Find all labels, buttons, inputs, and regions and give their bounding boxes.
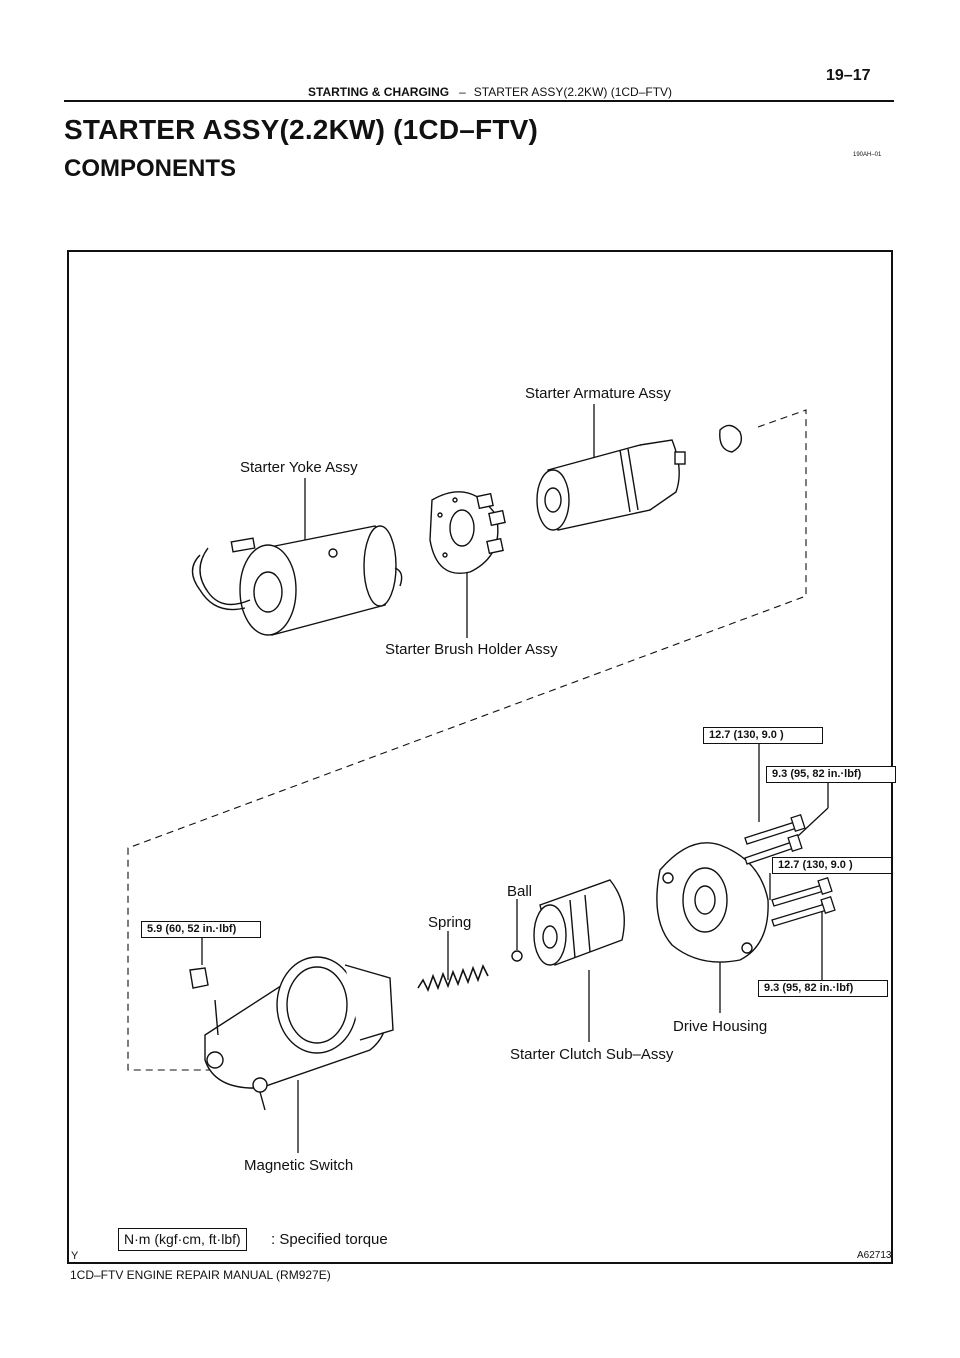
label-drive-housing: Drive Housing [673,1018,768,1035]
header-section: STARTING & CHARGING [308,85,450,99]
corner-mark: Y [71,1250,79,1262]
label-starter-brush-holder-assy: Starter Brush Holder Assy [385,641,558,658]
torque-callout: 5.9 (60, 52 in.·lbf) [141,921,261,938]
page-title: STARTER ASSY(2.2KW) (1CD–FTV) [64,114,539,145]
starter-clutch-part [534,880,624,965]
brush-holder-part [430,492,505,574]
section-title: COMPONENTS [64,155,237,182]
ball-part [512,951,522,961]
label-starter-yoke-assy: Starter Yoke Assy [240,459,358,476]
armature-part [537,425,741,530]
torque-unit-legend: N·m (kgf·cm, ft·lbf) [118,1228,247,1251]
torque-callout: 9.3 (95, 82 in.·lbf) [758,980,888,997]
torque-callout: 9.3 (95, 82 in.·lbf) [766,766,896,783]
spring-part [418,966,488,990]
code-reference: 190AH–01 [853,152,882,158]
torque-callout: 12.7 (130, 9.0 ) [772,857,892,874]
starter-yoke-part [193,526,402,635]
torque-callout: 12.7 (130, 9.0 ) [703,727,823,744]
legend-description: : Specified torque [271,1231,388,1248]
label-spring: Spring [428,914,472,931]
header-separator: – [459,85,466,99]
magnetic-switch-part [190,957,393,1110]
page-footer: 1CD–FTV ENGINE REPAIR MANUAL (RM927E) [70,1268,331,1282]
header-subsection: STARTER ASSY(2.2KW) (1CD–FTV) [473,85,673,99]
label-starter-armature-assy: Starter Armature Assy [525,385,671,402]
page-number: 19–17 [826,67,871,84]
label-magnetic-switch: Magnetic Switch [244,1157,354,1174]
label-starter-clutch-sub-assy: Starter Clutch Sub–Assy [510,1046,674,1063]
label-ball: Ball [507,883,533,900]
figure-id: A62713 [857,1250,892,1261]
